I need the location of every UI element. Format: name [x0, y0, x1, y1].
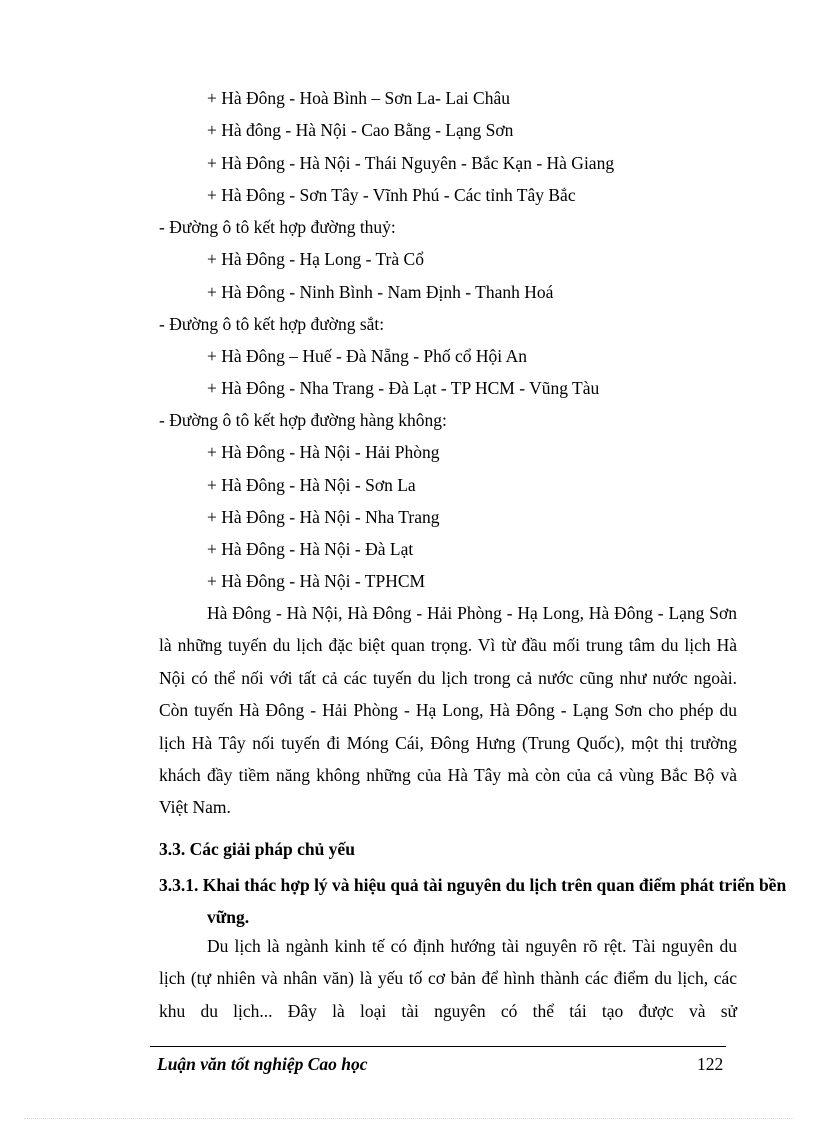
route-item: + Hà Đông - Hoà Bình – Sơn La- Lai Châu [207, 88, 510, 108]
route-item: + Hà Đông - Ninh Bình - Nam Định - Thanh Hoá [207, 282, 554, 302]
route-item: + Hà Đông - Hạ Long - Trà Cổ [207, 249, 424, 269]
route-item: + Hà Đông – Huế - Đà Nẵng - Phố cổ Hội An [207, 346, 527, 366]
footer-title: Luận văn tốt nghiệp Cao học [157, 1054, 368, 1074]
page-number: 122 [697, 1054, 724, 1074]
route-item: + Hà Đông - Nha Trang - Đà Lạt - TP HCM - Vũng Tàu [207, 378, 600, 398]
road-water-label: - Đường ô tô kết hợp đường thuỷ: [159, 217, 396, 237]
route-item: + Hà Đông - Hà Nội - Sơn La [207, 475, 416, 495]
route-item: + Hà Đông - Hà Nội - Nha Trang [207, 507, 440, 527]
route-item: + Hà đông - Hà Nội - Cao Bằng - Lạng Sơn [207, 120, 514, 140]
road-air-label: - Đường ô tô kết hợp đường hàng không: [159, 410, 447, 430]
route-item: + Hà Đông - Hà Nội - TPHCM [207, 571, 426, 591]
route-item: + Hà Đông - Hà Nội - Đà Lạt [207, 539, 414, 559]
route-item: + Hà Đông - Sơn Tây - Vĩnh Phú - Các tỉnh Tây Bắc [207, 185, 576, 205]
body-paragraph: Hà Đông - Hà Nội, Hà Đông - Hải Phòng - Hạ Long, Hà Đông - Lạng Sơn là những tuyến du lịch đặc biệt quan trọng. Vì từ đầu mối trung tâm du lịch Hà Nội có thể nối với tất cả các tuyến du lịch trong cả nước cũng như nước ngoài. Còn tuyến Hà Đông - Hải Phòng - Hạ Long, Hà Đông - Lạng Sơn cho phép du lịch Hà Tây nối tuyến đi Móng Cái, Đông Hưng (Trung Quốc), một thị trường khách đầy tiềm năng không những của Hà Tây mà còn của cả vùng Bắc Bộ và Việt Nam. [159, 603, 737, 818]
route-item: + Hà Đông - Hà Nội - Thái Nguyên - Bắc Kạn - Hà Giang [207, 153, 615, 173]
footer-rule [150, 1046, 726, 1047]
page-bottom-border [24, 1118, 794, 1119]
road-rail-label: - Đường ô tô kết hợp đường sắt: [159, 314, 385, 334]
section-heading: 3.3. Các giải pháp chủ yếu [159, 839, 355, 859]
subsection-heading: 3.3.1. Khai thác hợp lý và hiệu quả tài nguyên du lịch trên quan điểm phát triển bền vững. [159, 875, 787, 927]
body-paragraph: Du lịch là ngành kinh tế có định hướng tài nguyên rõ rệt. Tài nguyên du lịch (tự nhiên và nhân văn) là yếu tố cơ bản để hình thành các điểm du lịch, các khu du lịch... Đây là loại tài nguyên có thể tái tạo được và sử [159, 936, 737, 1021]
route-item: + Hà Đông - Hà Nội - Hải Phòng [207, 442, 440, 462]
